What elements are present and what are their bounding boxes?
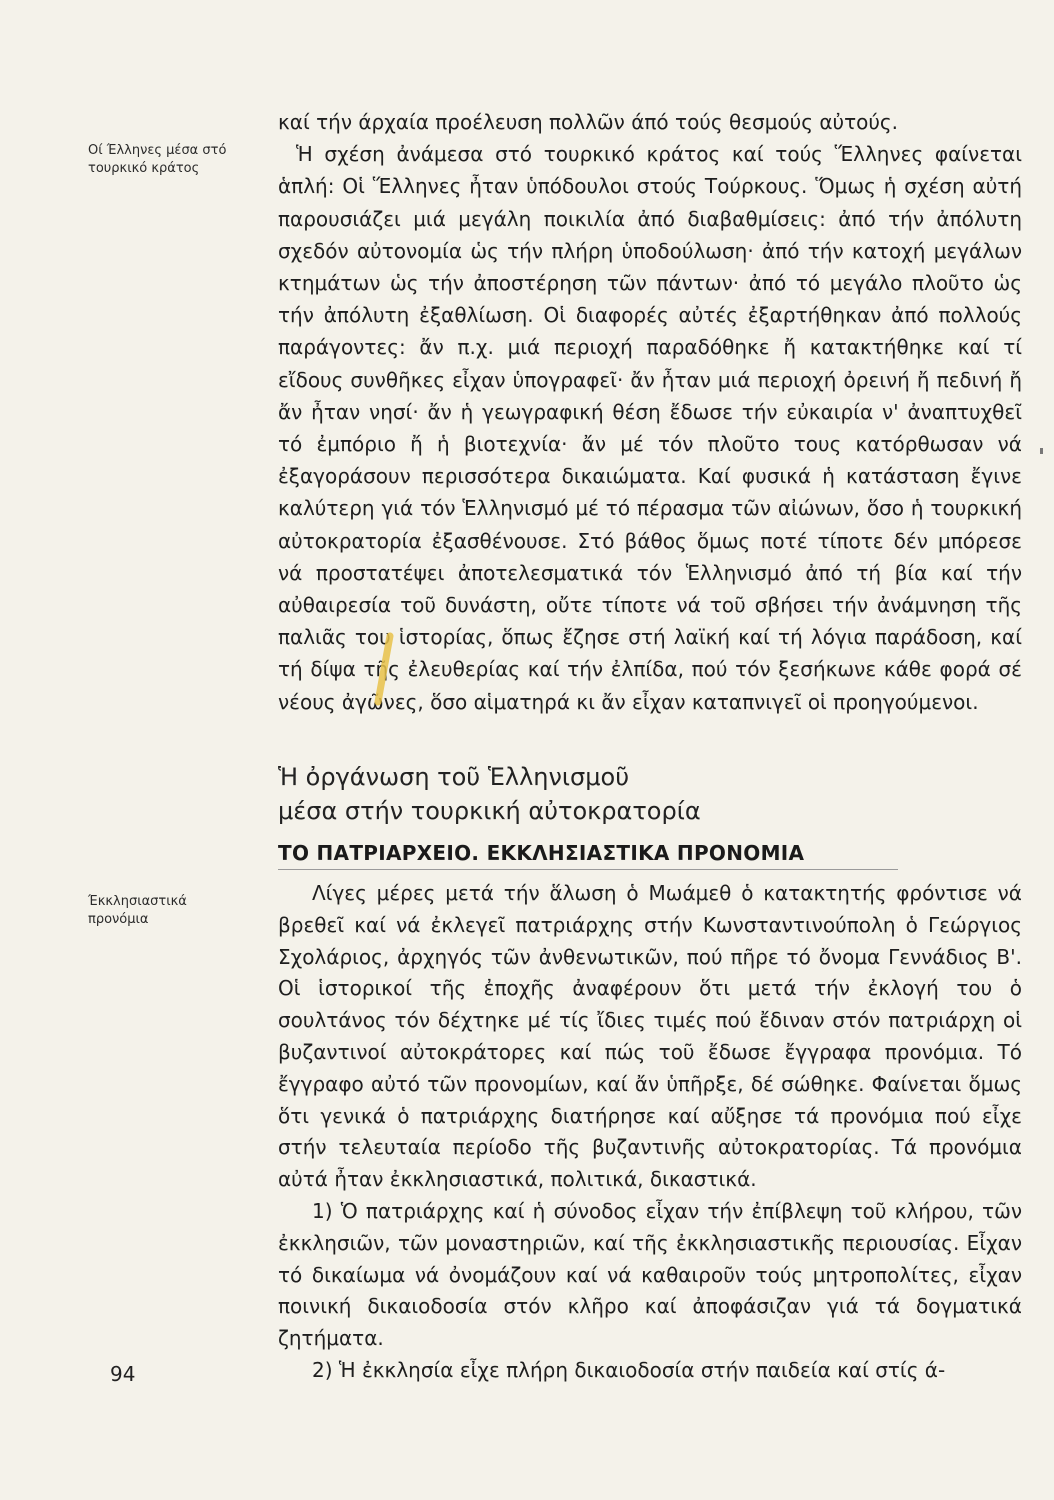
section-heading	[278, 760, 1022, 828]
scan-speck	[1040, 448, 1043, 454]
highlighter-mark	[360, 628, 420, 712]
paragraph-continuation: καί τήν άρχαία προέλευση πολλῶν άπό τούς θεσμούς αὐτούς.	[278, 110, 899, 134]
paragraph-relationship: Ἡ σχέση ἀνάμεσα στό τουρκικό κράτος καί τούς Ἕλληνες φαίνεται ἁπλή: Οἱ Ἕλληνες ἦταν ὑπόδουλοι στούς Τούρκους. Ὅμως ἡ σχέση αὐτή παρουσιάζει μιά μεγάλη ποικιλία ἀπό διαβαθμίσεις: ἀπό τήν ἀπόλυτη σχεδόν αὐτονομία ὡς τήν πλήρη ὑποδούλωση· ἀπό τήν κατοχή μεγάλων κτημάτων ὡς τήν ἀποστέρηση τῶν πάντων· ἀπό τό μεγάλο πλοῦτο ὡς τήν ἀπόλυτη ἐξαθλίωση. Οἱ διαφορές αὐτές ἐξαρτήθηκαν ἀπό πολλούς παράγοντες: ἄν π.χ. μιά περιοχή παραδόθηκε ἤ κατακτήθηκε καί τί εἴδους συνθῆκες εἶχαν ὑπογραφεῖ· ἄν ἦταν μιά περιοχή ὀρεινή ἤ πεδινή ἤ ἄν ἦταν νησί· ἄν ἡ γεωγραφική θέση ἔδωσε τήν εὐκαιρία ν' ἀναπτυχθεῖ τό ἐμπόριο ἤ ἡ βιοτεχνία· ἄν μέ τόν πλοῦτο τους κατόρθωσαν νά ἐξαγοράσουν περισσότερα δικαιώματα. Καί φυσικά ἡ κατάσταση ἔγινε καλύτερη γιά τόν Ἑλληνισμό μέ τό πέρασμα τῶν αἰώνων, ὅσο ἡ τουρκική αὐτοκρατορία ἐξασθένουσε. Στό βάθος ὅμως ποτέ τίποτε δέν μπόρεσε νά προστατέψει ἀποτελεσματικά τόν Ἑλληνισμό ἀπό τή βία καί τήν αὐθαιρεσία τοῦ δυνάστη, οὔτε τίποτε νά τοῦ σβήσει τήν ἀνάμνηση τῆς παλιᾶς του ἱστορίας, ὅπως ἔζησε στή λαϊκή καί τή λόγια παράδοση, καί τή δίψα τῆς ἐλευθερίας καί τήν ἐλπίδα, πού τόν ξεσήκωνε κάθε φορά σέ νέους ἀγῶνες, ὅσο αἱματηρά κι ἄν εἶχαν καταπνιγεῖ οἱ προηγούμενοι.	[278, 142, 1022, 714]
section-heading-line-1: Ἡ ὀργάνωση τοῦ Ἑλληνισμοῦ	[278, 763, 630, 791]
text-block-greeks-status	[278, 106, 1022, 718]
page-number: 94	[110, 1362, 136, 1386]
margin-note-church-privileges: Έκκλησιαστικά προνόμια	[88, 894, 187, 927]
section-heading-line-2: μέσα στήν τουρκική αὐτοκρατορία	[278, 797, 701, 825]
list-item-2: 2) Ἡ ἐκκλησία εἶχε πλήρη δικαιοδοσία στήν παιδεία καί στίς ά-	[312, 1357, 946, 1382]
list-item-1: 1) Ὁ πατριάρχης καί ἡ σύνοδος εἶχαν τήν ἐπίβλεψη τοῦ κλήρου, τῶν ἐκκλησιῶν, τῶν μοναστηριῶν, καί τῆς ἐκκλησιαστικῆς περιουσίας. Εἶχαν τό δικαίωμα νά ὀνομάζουν καί νά καθαιροῦν τούς μητροπολίτες, εἶχαν ποινική δικαιοδοσία στόν κλῆρο καί ἀποφάσιζαν γιά τά δογματικά ζητήματα.	[278, 1198, 1022, 1351]
subsection-heading: ΤΟ ΠΑΤΡΙΑΡΧΕΙΟ. ΕΚΚΛΗΣΙΑΣΤΙΚΑ ΠΡΟΝΟΜΙΑ	[278, 841, 898, 870]
paragraph-patriarch-election: Λίγες μέρες μετά τήν ἅλωση ὁ Μωάμεθ ὁ κατακτητής φρόντισε νά βρεθεῖ καί νά ἐκλεγεῖ πατριάρχης στήν Κωνσταντινούπολη ὁ Γεώργιος Σχολάριος, ἀρχηγός τῶν ἀνθενωτικῶν, πού πῆρε τό ὄνομα Γεννάδιος Β'. Οἱ ἱστορικοί τῆς ἐποχῆς ἀναφέρουν ὅτι μετά τήν ἐκλογή του ὁ σουλτάνος τόν δέχτηκε μέ τίς ἴδιες τιμές πού ἔδιναν στόν πατριάρχη οἱ βυζαντινοί αὐτοκράτορες καί πώς τοῦ ἔδωσε ἔγγραφα προνόμια. Τό ἔγγραφο αὐτό τῶν προνομίων, καί ἄν ὑπῆρξε, δέ σώθηκε. Φαίνεται ὅμως ὅτι γενικά ὁ πατριάρχης διατήρησε καί αὔξησε τά προνόμια πού εἶχε στήν τελευταία περίοδο τῆς βυζαντινῆς αὐτοκρατορίας. Τά προνόμια αὐτά ἦταν ἐκκλησιαστικά, πολιτικά, δικαστικά.	[278, 881, 1022, 1192]
margin-note-greeks-in-turkish-state: Οί Έλληνες μέσα στό τουρκικό κράτος	[88, 143, 227, 176]
text-block-patriarchate	[278, 878, 1022, 1387]
